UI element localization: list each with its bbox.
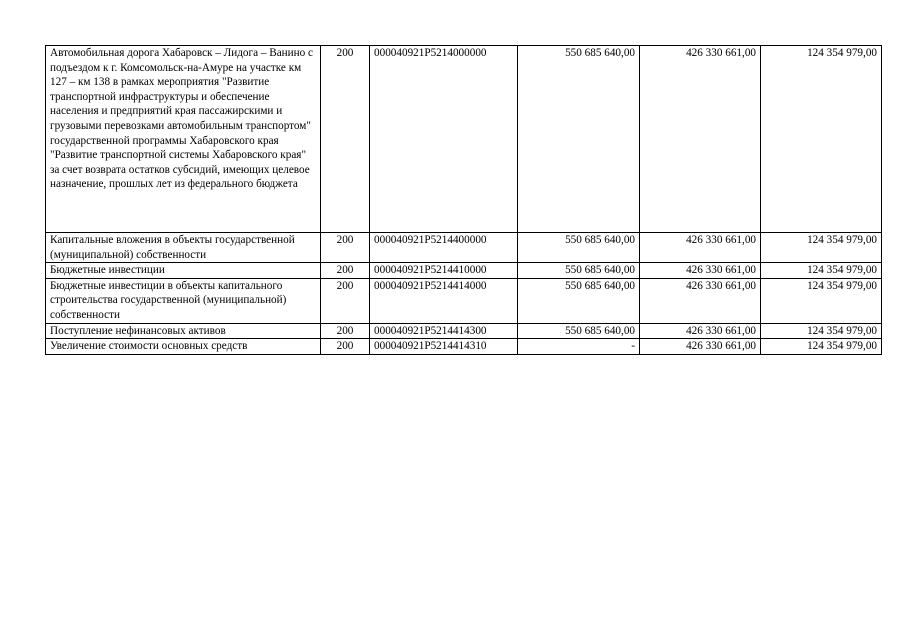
row-value2-cell: 426 330 661,00 (640, 263, 761, 279)
budget-table (45, 45, 882, 355)
row-name-cell: Бюджетные инвестиции в объекты капитального строительства государственной (муниципальной) собственности (46, 278, 321, 323)
row-value3-cell: 124 354 979,00 (761, 339, 882, 355)
row-name-cell: Капитальные вложения в объекты государственной (муниципальной) собственности (46, 233, 321, 263)
table-row (46, 323, 882, 339)
row-value3-cell: 124 354 979,00 (761, 278, 882, 323)
row-code-cell: 200 (321, 323, 370, 339)
row-value2-cell: 426 330 661,00 (640, 233, 761, 263)
row-kbk-cell: 000040921Р5214414310 (370, 339, 518, 355)
row-value1-cell: 550 685 640,00 (518, 233, 640, 263)
row-code-cell: 200 (321, 339, 370, 355)
row-kbk-cell: 000040921Р5214400000 (370, 233, 518, 263)
row-name-cell: Увеличение стоимости основных средств (46, 339, 321, 355)
row-kbk-cell: 000040921Р5214414300 (370, 323, 518, 339)
row-name-cell: Бюджетные инвестиции (46, 263, 321, 279)
row-name-cell: Поступление нефинансовых активов (46, 323, 321, 339)
row-value1-cell: - (518, 339, 640, 355)
row-kbk-cell: 000040921Р5214410000 (370, 263, 518, 279)
row-code-cell: 200 (321, 46, 370, 233)
row-name-cell: Автомобильная дорога Хабаровск – Лидога – Ванино с подъездом к г. Комсомольск-на-Амуре на участке км 127 – км 138 в рамках мероприятия "Развитие транспортной инфраструктуры и обеспечение населения и предприятий края пассажирскими и грузовыми перевозками автомобильным транспортом" государственной программы Хабаровского края "Развитие транспортной системы Хабаровского края" за счет возврата остатков субсидий, имеющих целевое назначение, прошлых лет из федерального бюджета (46, 46, 321, 233)
row-value3-cell: 124 354 979,00 (761, 323, 882, 339)
row-code-cell: 200 (321, 233, 370, 263)
row-kbk-cell: 000040921Р5214000000 (370, 46, 518, 233)
row-value1-cell: 550 685 640,00 (518, 263, 640, 279)
row-value2-cell: 426 330 661,00 (640, 278, 761, 323)
row-value3-cell: 124 354 979,00 (761, 46, 882, 233)
row-code-cell: 200 (321, 263, 370, 279)
row-kbk-cell: 000040921Р5214414000 (370, 278, 518, 323)
row-value3-cell: 124 354 979,00 (761, 263, 882, 279)
row-value2-cell: 426 330 661,00 (640, 339, 761, 355)
row-value3-cell: 124 354 979,00 (761, 233, 882, 263)
table-row (46, 339, 882, 355)
row-value1-cell: 550 685 640,00 (518, 278, 640, 323)
table-row (46, 233, 882, 263)
row-value1-cell: 550 685 640,00 (518, 323, 640, 339)
table-row (46, 263, 882, 279)
row-value2-cell: 426 330 661,00 (640, 46, 761, 233)
row-code-cell: 200 (321, 278, 370, 323)
table-row (46, 278, 882, 323)
table-row (46, 46, 882, 233)
row-value2-cell: 426 330 661,00 (640, 323, 761, 339)
row-value1-cell: 550 685 640,00 (518, 46, 640, 233)
